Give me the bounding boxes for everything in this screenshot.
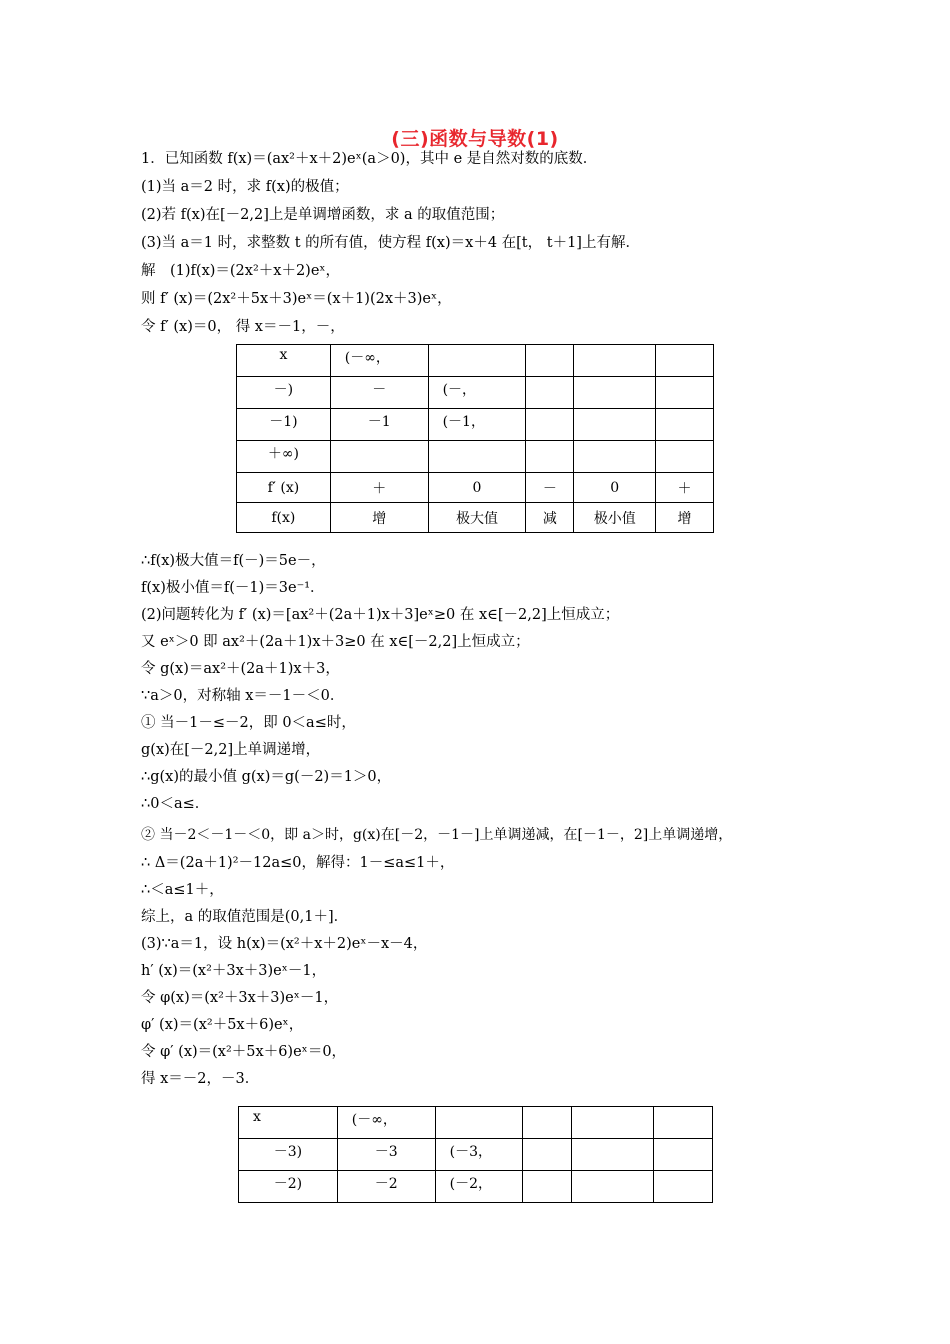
table-cell: x (239, 1107, 338, 1139)
table-cell (656, 441, 714, 473)
table-cell: 0 (428, 473, 526, 503)
table-row (237, 345, 714, 377)
table-cell: (－3， (435, 1139, 523, 1171)
table-cell: (－， (428, 377, 526, 409)
table-cell (574, 345, 656, 377)
table-cell (428, 441, 526, 473)
table-cell (654, 1171, 713, 1203)
table-cell (572, 1171, 654, 1203)
table-cell: ＋∞) (237, 441, 331, 473)
solution-line: f(x)极小值＝f(－1)＝3e⁻¹． (141, 580, 325, 596)
table-row (237, 473, 714, 503)
table-cell: ＋ (330, 473, 428, 503)
table-cell (574, 441, 656, 473)
solution-line: 解 (1)f(x)＝(2x²＋x＋2)eˣ， (141, 263, 341, 279)
solution-line: 令 φ(x)＝(x²＋3x＋3)eˣ－1， (141, 990, 339, 1006)
solution-line: (3)∵a＝1，设 h(x)＝(x²＋x＋2)eˣ－x－4， (141, 936, 428, 952)
question-1: (1)当 a＝2 时，求 f(x)的极值； (141, 179, 349, 195)
table-cell (526, 377, 574, 409)
question-3: (3)当 a＝1 时，求整数 t 的所有值，使方程 f(x)＝x＋4 在[t， t＋1]上有解． (141, 235, 640, 251)
table-row (237, 377, 714, 409)
table-cell (572, 1107, 654, 1139)
table-cell (572, 1139, 654, 1171)
table-cell: f(x) (237, 503, 331, 533)
table-cell: (－1， (428, 409, 526, 441)
table-cell (435, 1107, 523, 1139)
table-cell (656, 345, 714, 377)
table-cell: －1 (330, 409, 428, 441)
table-cell: (－∞， (337, 1107, 435, 1139)
sign-table-2 (238, 1106, 713, 1203)
solution-line: (2)问题转化为 f′ (x)＝[ax²＋(2a＋1)x＋3]eˣ≥0 在 x∈[－2,2]上恒成立； (141, 607, 620, 623)
question-2: (2)若 f(x)在[－2,2]上是单调增函数，求 a 的取值范围； (141, 207, 505, 223)
table-cell (574, 377, 656, 409)
table-cell: 0 (574, 473, 656, 503)
solution-line: ∴ Δ＝(2a＋1)²－12a≤0，解得：1－≤a≤1＋， (141, 855, 455, 871)
solution-line: ∵a＞0，对称轴 x＝－1－＜0． (141, 688, 345, 704)
table-cell: － (330, 377, 428, 409)
solution-line: ② 当－2＜－1－＜0，即 a＞时，g(x)在[－2，－1－]上单调递减，在[－1－，2]上单调递增， (141, 827, 733, 843)
solution-line: ∴g(x)的最小值 g(x)＝g(－2)＝1＞0， (141, 769, 392, 785)
solution-line: ∴f(x)极大值＝f(－)＝5e－， (141, 553, 326, 569)
solution-line: φ′ (x)＝(x²＋5x＋6)eˣ， (141, 1017, 304, 1033)
solution-line: 则 f′ (x)＝(2x²＋5x＋3)eˣ＝(x＋1)(2x＋3)eˣ， (141, 291, 452, 307)
table-cell (523, 1139, 572, 1171)
table-cell (526, 345, 574, 377)
table-cell (654, 1139, 713, 1171)
table-cell: －) (237, 377, 331, 409)
solution-line: ① 当－1－≤－2，即 0＜a≤时， (141, 715, 356, 731)
table-cell: (－∞， (330, 345, 428, 377)
table-row (237, 409, 714, 441)
table-cell: － (526, 473, 574, 503)
table-cell: 增 (656, 503, 714, 533)
solution-line: h′ (x)＝(x²＋3x＋3)eˣ－1， (141, 963, 327, 979)
solution-line: ∴0＜a≤． (141, 796, 210, 812)
table-cell: 极大值 (428, 503, 526, 533)
solution-line: 令 φ′ (x)＝(x²＋5x＋6)eˣ＝0， (141, 1044, 347, 1060)
table-cell (526, 441, 574, 473)
table-cell (654, 1107, 713, 1139)
sign-table-1 (236, 344, 714, 533)
table-row (237, 503, 714, 533)
table-row (239, 1139, 713, 1171)
table-cell (523, 1171, 572, 1203)
table-cell: －2 (337, 1171, 435, 1203)
table-cell (574, 409, 656, 441)
table-cell: 增 (330, 503, 428, 533)
solution-line: 令 g(x)＝ax²＋(2a＋1)x＋3， (141, 661, 340, 677)
table-row (237, 441, 714, 473)
table-cell: x (237, 345, 331, 377)
table-cell (656, 409, 714, 441)
table-row (239, 1171, 713, 1203)
table-cell: 减 (526, 503, 574, 533)
table-cell: f′ (x) (237, 473, 331, 503)
table-cell (330, 441, 428, 473)
table-cell: (－2， (435, 1171, 523, 1203)
solution-line: g(x)在[－2,2]上单调递增， (141, 742, 321, 758)
table-cell: －2) (239, 1171, 338, 1203)
solution-line: 综上，a 的取值范围是(0,1＋]． (141, 909, 349, 925)
table-cell (523, 1107, 572, 1139)
page-title: (三)函数与导数(1) (391, 128, 559, 150)
table-cell (526, 409, 574, 441)
solution-line: 又 eˣ＞0 即 ax²＋(2a＋1)x＋3≥0 在 x∈[－2,2]上恒成立； (141, 634, 530, 650)
table-cell: －3 (337, 1139, 435, 1171)
table-cell: －3) (239, 1139, 338, 1171)
table-cell (428, 345, 526, 377)
solution-line: ∴＜a≤1＋， (141, 882, 224, 898)
problem-statement: 1．已知函数 f(x)＝(ax²＋x＋2)eˣ(a＞0)，其中 e 是自然对数的底数． (141, 151, 598, 167)
table-cell: －1) (237, 409, 331, 441)
table-cell: ＋ (656, 473, 714, 503)
table-cell: 极小值 (574, 503, 656, 533)
table-cell (656, 377, 714, 409)
table-row (239, 1107, 713, 1139)
solution-line: 令 f′ (x)＝0， 得 x＝－1，－， (141, 319, 345, 335)
solution-line: 得 x＝－2，－3． (141, 1071, 260, 1087)
